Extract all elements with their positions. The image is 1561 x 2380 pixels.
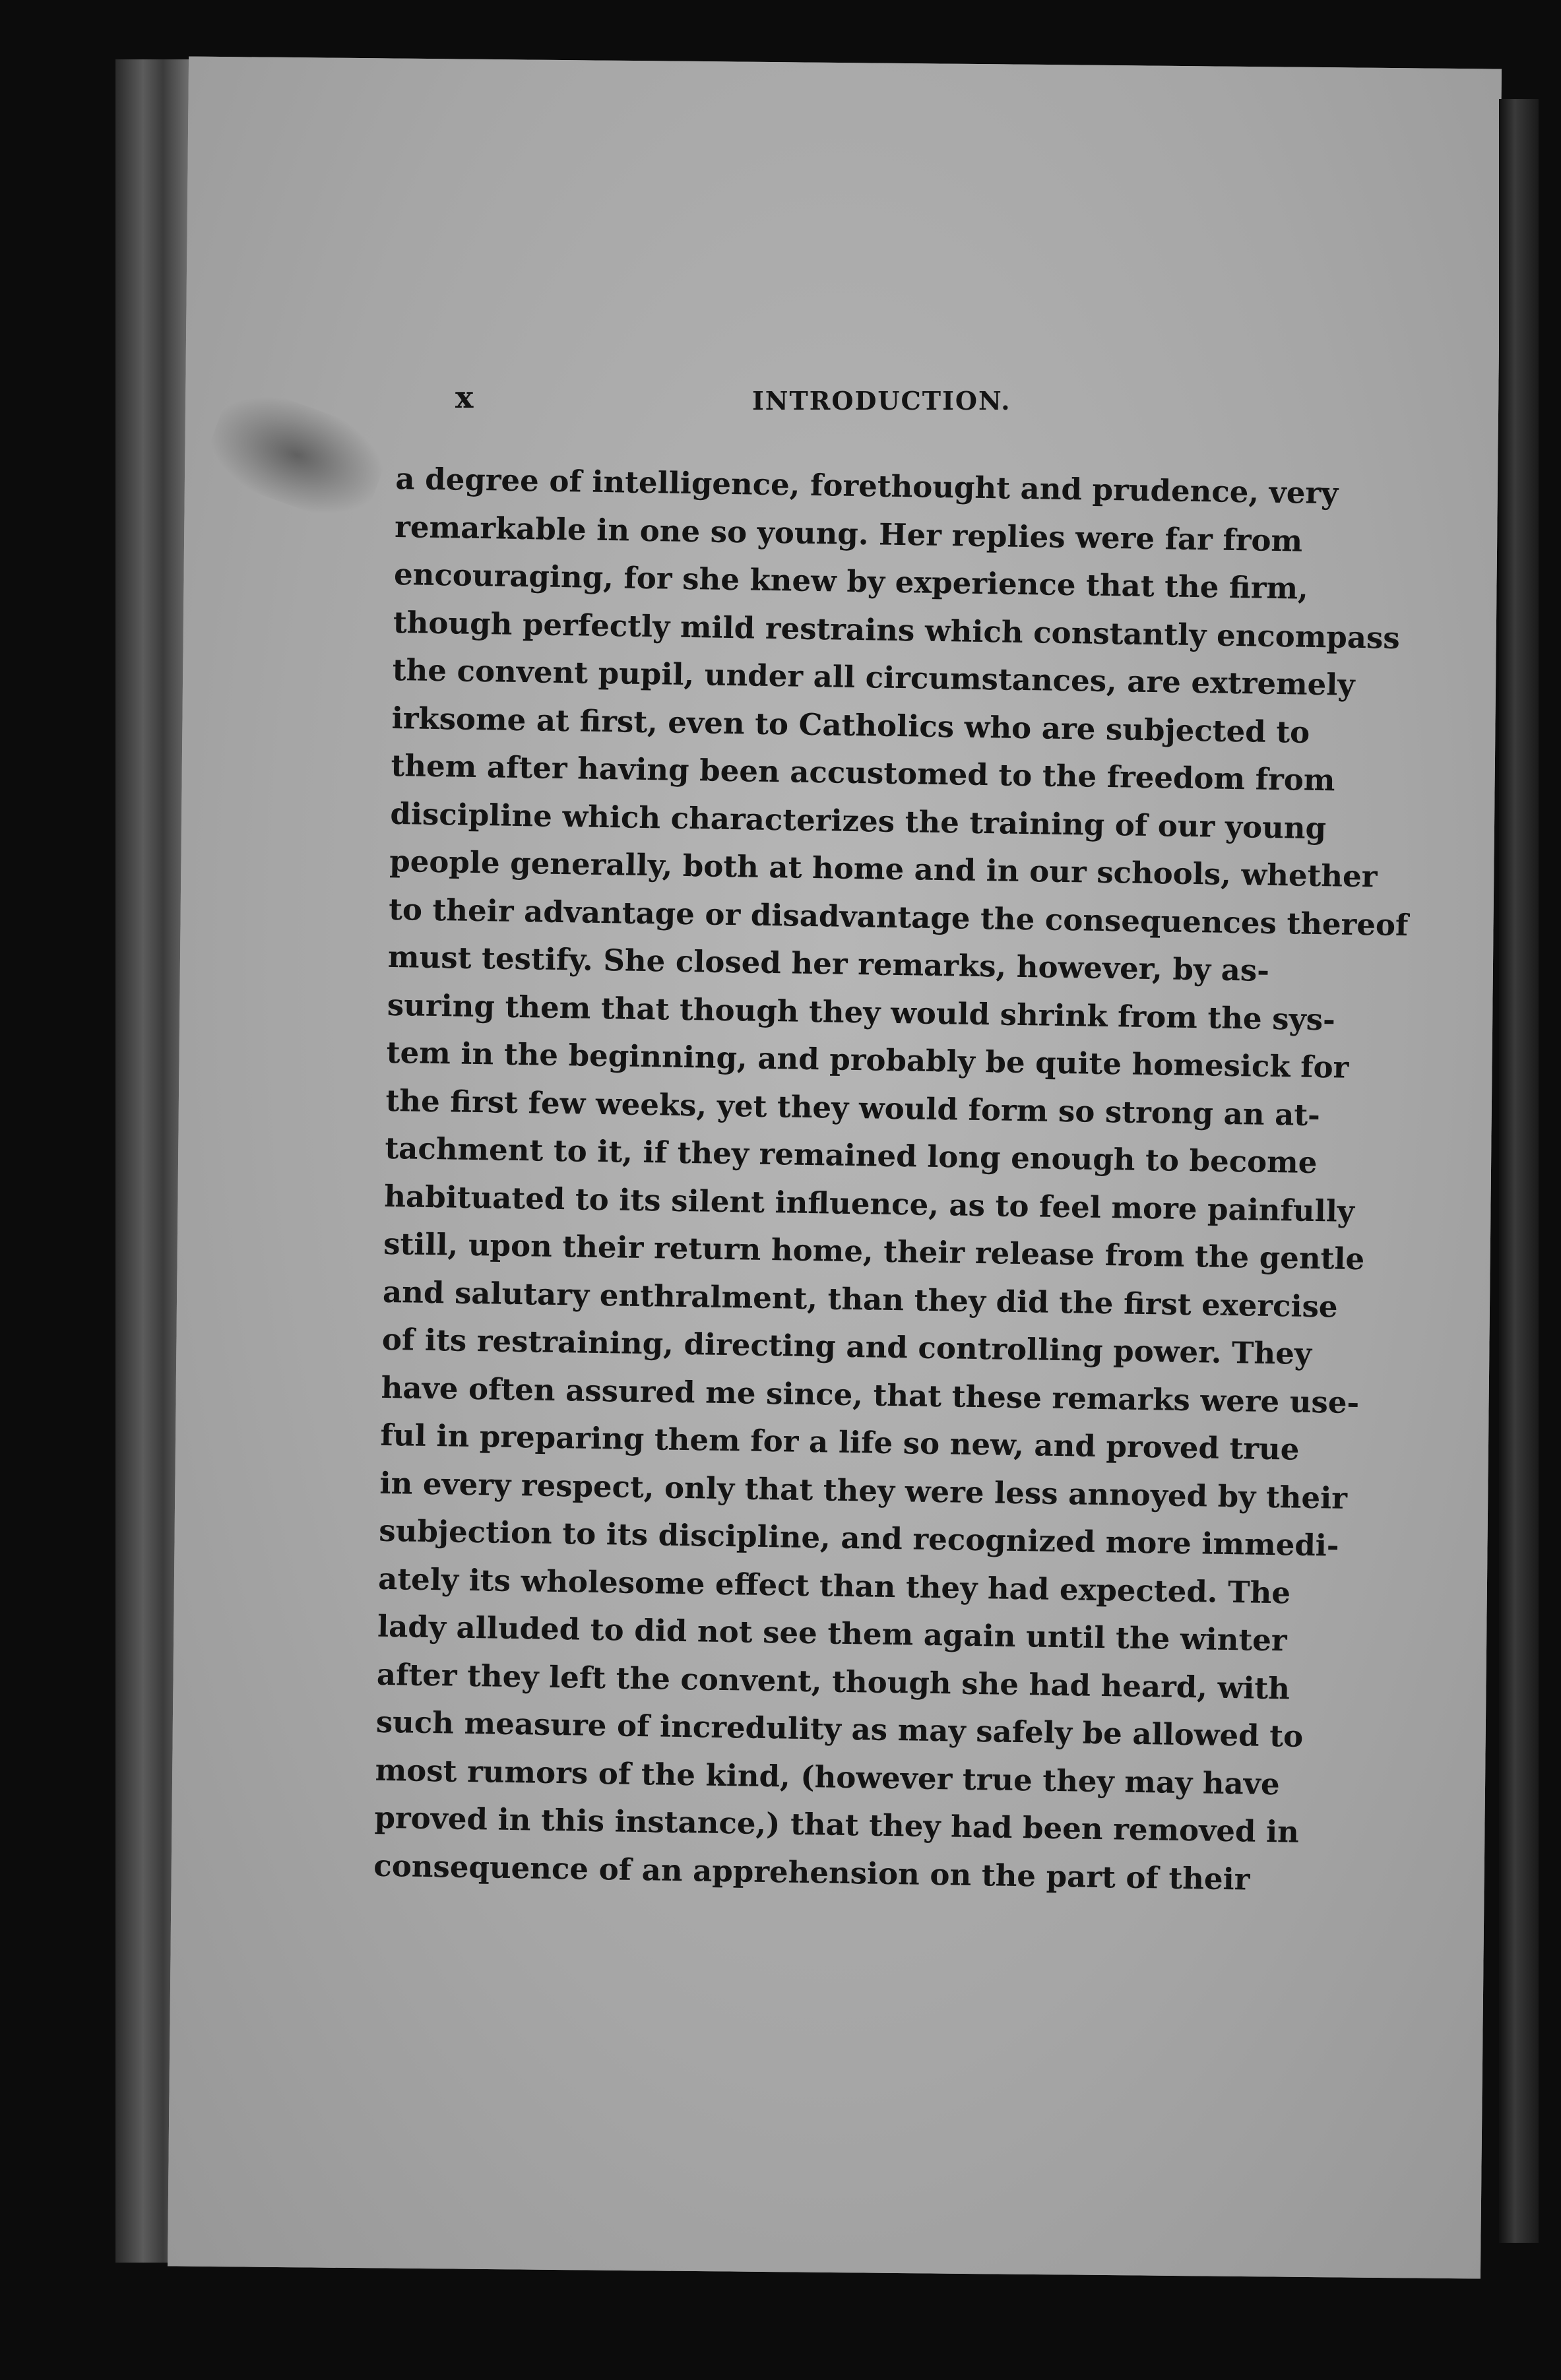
running-head: INTRODUCTION. <box>752 386 1011 416</box>
text-line: though perfectly mild restrains which constantly encompass <box>393 604 1401 656</box>
adjacent-page-edge <box>1499 99 1539 2243</box>
text-line: in every respect, only that they were less annoyed by their <box>379 1465 1348 1516</box>
body-text <box>373 455 1409 1903</box>
text-line: have often assured me since, that these remarks were use- <box>381 1369 1360 1420</box>
text-line: suring them that though they would shrink from the sys- <box>387 987 1336 1037</box>
text-line: discipline which characterizes the training of our young <box>390 796 1327 846</box>
text-line: such measure of incredulity as may safely be allowed to <box>375 1704 1304 1754</box>
text-line: tachment to it, if they remained long enough to become <box>385 1130 1318 1181</box>
page-header <box>455 379 1267 432</box>
text-line: still, upon their return home, their release from the gentle <box>383 1226 1365 1277</box>
text-line: lady alluded to did not see them again until the winter <box>377 1608 1288 1658</box>
text-line: habituated to its silent influence, as to feel more painfully <box>383 1178 1355 1229</box>
text-line: encouraging, for she knew by experience that the firm, <box>393 556 1309 606</box>
text-line: most rumors of the kind, (however true they may have <box>375 1752 1281 1801</box>
text-line: the convent pupil, under all circumstances, are extremely <box>392 652 1355 703</box>
text-line: after they left the convent, though she had heard, with <box>376 1656 1290 1707</box>
text-line: remarkable in one so young. Her replies were far from <box>394 509 1303 559</box>
text-line: proved in this instance,) that they had been removed in <box>374 1800 1300 1850</box>
text-line: and salutary enthralment, than they did the first exercise <box>382 1274 1338 1325</box>
text-line: them after having been accustomed to the freedom from <box>391 747 1335 798</box>
text-line: subjection to its discipline, and recognized more immedi- <box>378 1513 1339 1563</box>
text-line: ful in preparing them for a life so new, and proved true <box>380 1417 1300 1467</box>
text-line: to their advantage or disadvantage the consequences thereof <box>388 891 1409 943</box>
text-line: must testify. She closed her remarks, however, by as- <box>387 939 1270 988</box>
text-line: irksome at first, even to Catholics who are subjected to <box>391 700 1310 750</box>
page-number: x <box>455 379 474 415</box>
text-line: ately its wholesome effect than they had expected. The <box>377 1561 1291 1611</box>
text-line: a degree of intelligence, forethought and prudence, very <box>395 460 1339 511</box>
text-line: of its restraining, directing and controlling power. They <box>381 1321 1312 1371</box>
text-line: people generally, both at home and in our schools, whether <box>389 843 1378 894</box>
text-line: tem in the beginning, and probably be quite homesick for <box>386 1034 1349 1085</box>
text-line: consequence of an apprehension on the part of their <box>373 1848 1250 1897</box>
text-line: the first few weeks, yet they would form so strong an at- <box>385 1082 1321 1133</box>
